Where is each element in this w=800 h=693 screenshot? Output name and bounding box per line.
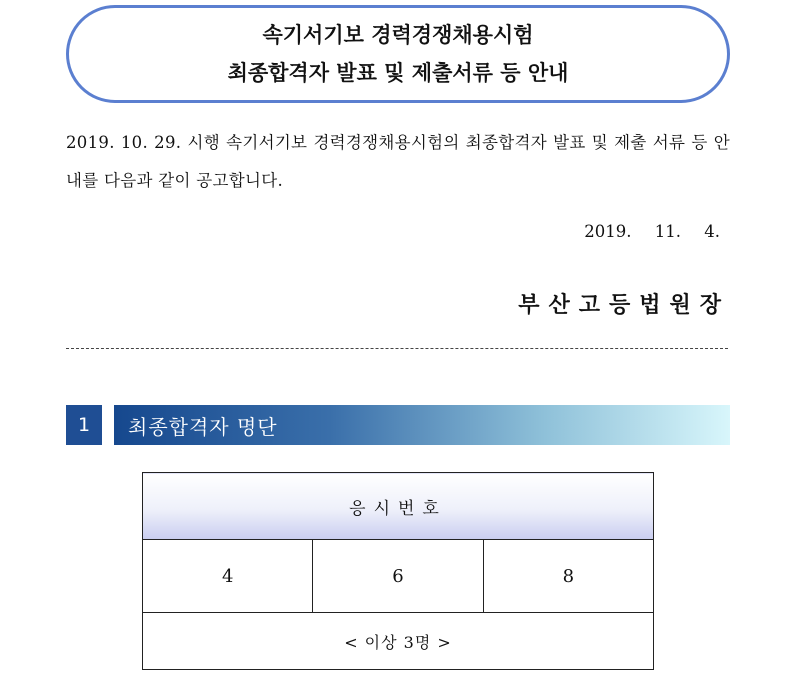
dashed-divider [66, 348, 728, 349]
total-count: < 이상 3명 > [143, 613, 654, 670]
intro-paragraph: 2019. 10. 29. 시행 속기서기보 경력경쟁채용시험의 최종합격자 발표 및 제출 서류 등 안내를 다음과 같이 공고합니다. [66, 133, 730, 190]
final-pass-table [142, 472, 654, 670]
section-title: 최종합격자 명단 [128, 414, 278, 439]
table-header-exam-number: 응시번호 [143, 473, 654, 540]
page-title-line-1: 속기서기보 경력경쟁채용시험 [262, 23, 534, 47]
notice-date: 2019. 11. 4. [584, 222, 720, 241]
exam-number-cell: 4 [143, 540, 313, 613]
table-row [143, 540, 654, 613]
section-number: 1 [66, 405, 102, 445]
section-heading [114, 405, 730, 445]
table-header-row [143, 473, 654, 540]
issuer-name: 부산고등법원장 [518, 292, 730, 318]
table-summary-row [143, 613, 654, 670]
page-title-line-2: 최종합격자 발표 및 제출서류 등 안내 [227, 61, 569, 85]
exam-number-cell: 8 [483, 540, 653, 613]
exam-number-cell: 6 [313, 540, 483, 613]
title-box [66, 5, 730, 103]
